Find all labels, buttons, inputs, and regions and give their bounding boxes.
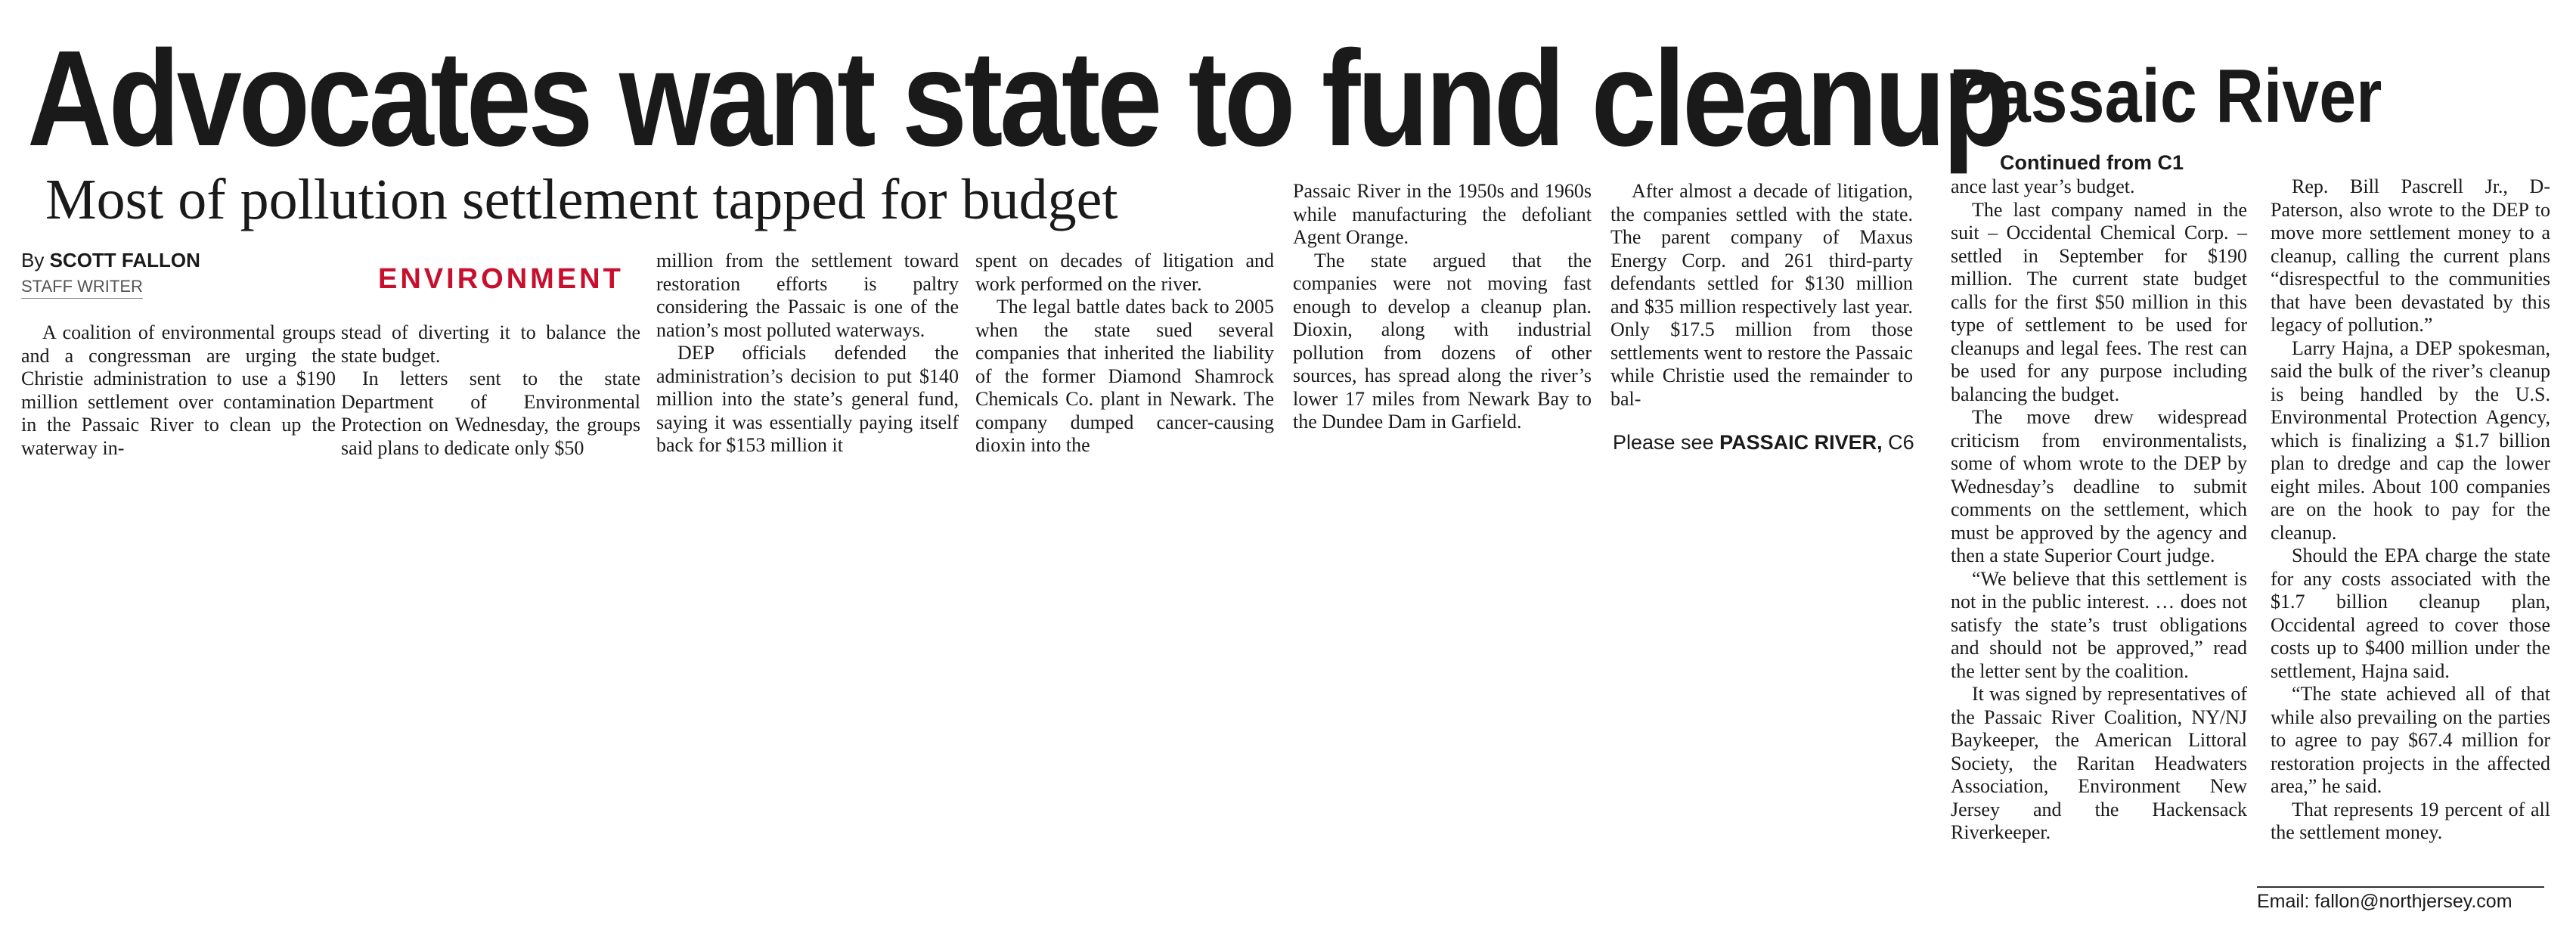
article-column-5 [1293, 180, 1592, 434]
paragraph: “We believe that this settlement is not in the public interest. … does not satisfy the state’s trust obligations and should not be approved,” read the letter sent by the coalition. [1951, 567, 2247, 682]
jump-page: C6 [1888, 431, 1914, 454]
headline: Advocates want state to fund cleanup [27, 23, 2011, 175]
byline-role: STAFF WRITER [21, 277, 143, 299]
paragraph: The legal battle dates back to 2005 when the state sued several companies that inherited the liability of the former Diamond Shamrock Chemicals Co. plant in Newark. The company dumped cancer-causing dioxin into the [975, 296, 1274, 456]
paragraph: A coalition of environmental groups and a congressman are urging the Christie administration to use a $190 million settlement over contamination in the Passaic River to clean up the waterway in- [21, 321, 336, 459]
byline-by: By [21, 249, 45, 271]
continued-column-1 [1951, 175, 2247, 845]
divider [2257, 886, 2544, 888]
byline [21, 248, 200, 272]
article-column-2 [341, 321, 640, 460]
paragraph: Larry Hajna, a DEP spokesman, said the bulk of the river’s cleanup is being handled by the U.S. Environmental Protection Agency, which is finalizing a $1.7 billion plan to dredge and cap the lower eight miles. About 100 companies are on the hook to pay for the cleanup. [2271, 337, 2550, 544]
paragraph: “The state achieved all of that while also prevailing on the parties to agree to pay $67.4 million for restoration projects in the affected area,” he said. [2271, 683, 2550, 797]
jump-target: PASSAIC RIVER, [1719, 431, 1883, 454]
paragraph: The move drew widespread criticism from environmentalists, some of whom wrote to the DEP by Wednesday’s deadline to submit comments on the settlement, which must be approved by the agency and then a state Superior Court judge. [1951, 406, 2247, 566]
article-column-3 [656, 250, 959, 457]
paragraph: Should the EPA charge the state for any costs associated with the $1.7 billion cleanup plan, Occidental agreed to cover those costs up to $400 million under the settlement, Hajna said. [2271, 544, 2550, 682]
paragraph: That represents 19 percent of all the settlement money. [2271, 798, 2550, 843]
jump-prefix: Please see [1613, 431, 1714, 454]
subhead: Most of pollution settlement tapped for budget [45, 168, 1118, 231]
continued-title: Passaic River [1949, 54, 2382, 138]
paragraph: million from the settlement toward restoration efforts is paltry considering the Passaic is one of the nation’s most polluted waterways. [656, 250, 959, 341]
author-email[interactable]: Email: fallon@northjersey.com [2257, 891, 2512, 912]
paragraph: ance last year’s budget. [1951, 175, 2135, 197]
paragraph: It was signed by representatives of the Passaic River Coalition, NY/NJ Baykeeper, the American Littoral Society, the Raritan Headwaters Association, Environment New Jersey and the Hackensack Riverkeeper. [1951, 683, 2247, 843]
paragraph: DEP officials defended the administration’s decision to put $140 million into the state’s general fund, saying it was essentially paying itself back for $153 million it [656, 342, 959, 456]
paragraph: The last company named in the suit – Occidental Chemical Corp. – settled in September for $190 million. The current state budget calls for the first $50 million in this type of settlement to be used for cleanups and legal fees. The rest can be used for any purpose including balancing the budget. [1951, 198, 2247, 405]
paragraph: The state argued that the companies were not moving fast enough to develop a cleanup plan. Dioxin, along with industrial pollution from dozens of other sources, has spread along the river’s lower 17 miles from Newark Bay to the Dundee Dam in Garfield. [1293, 249, 1592, 433]
paragraph: spent on decades of litigation and work performed on the river. [975, 250, 1274, 295]
article-column-1 [21, 321, 336, 460]
article-column-4 [975, 250, 1274, 457]
continued-from: Continued from C1 [2000, 151, 2184, 174]
paragraph: After almost a decade of litigation, the companies settled with the state. The parent company of Maxus Energy Corp. and 261 third-party defendants settled for $130 million and $35 million respectively last year. Only $17.5 million from those settlements went to restore the Passaic while Christie used the remainder to bal- [1610, 180, 1913, 410]
section-label: ENVIRONMENT [378, 263, 624, 295]
article-column-6 [1610, 180, 1913, 411]
jump-line[interactable] [1613, 431, 1914, 454]
continued-column-2 [2271, 175, 2550, 845]
paragraph: stead of diverting it to balance the state budget. [341, 321, 640, 367]
byline-name: SCOTT FALLON [49, 249, 200, 271]
paragraph: In letters sent to the state Department of Environmental Protection on Wednesday, the groups said plans to dedicate only $50 [341, 368, 640, 459]
paragraph: Passaic River in the 1950s and 1960s while manufacturing the defoliant Agent Orange. [1293, 180, 1592, 248]
paragraph: Rep. Bill Pascrell Jr., D-Paterson, also wrote to the DEP to move more settlement money to a cleanup, calling the current plans “disrespectful to the communities that have been devastated by this legacy of pollution.” [2271, 175, 2550, 336]
